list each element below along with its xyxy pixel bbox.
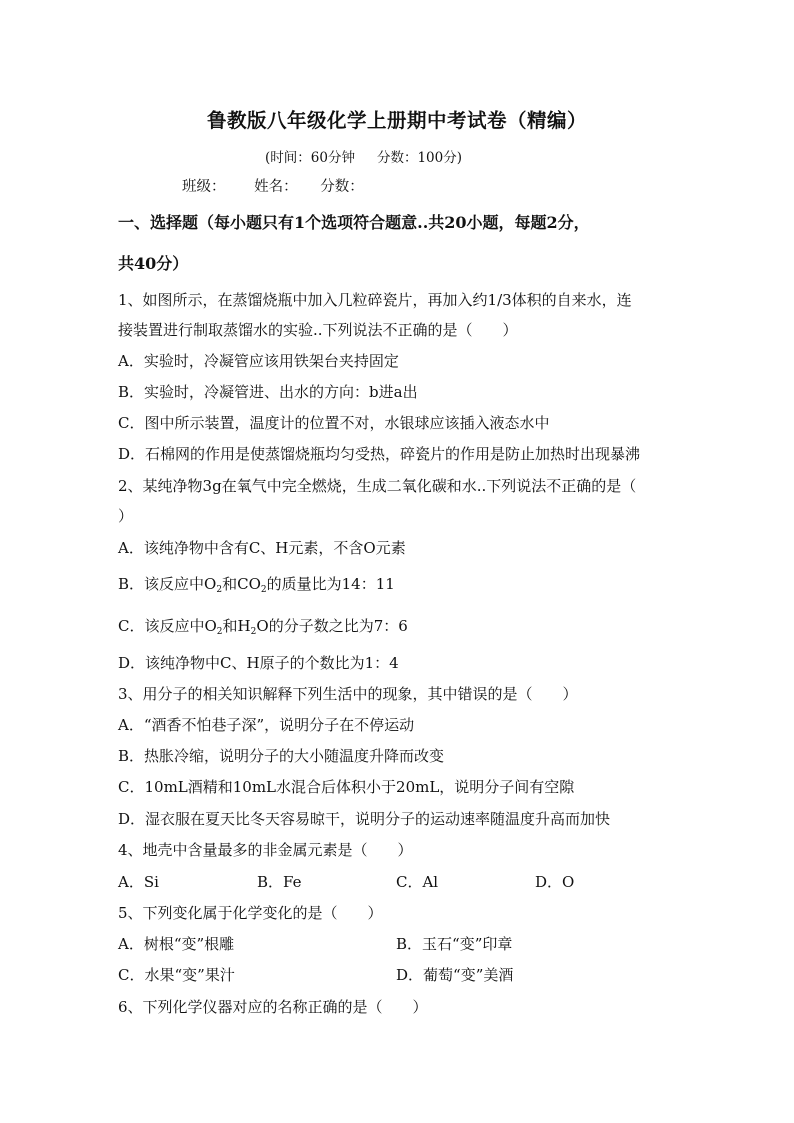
q3-option-b: B．热胀冷缩，说明分子的大小随温度升降而改变 xyxy=(118,747,445,765)
student-info-line xyxy=(182,175,382,196)
q5-option-c: C．水果“变”果汁 xyxy=(118,966,235,984)
section-heading-line2: 共40分） xyxy=(118,254,189,273)
q5-stem: 5、下列变化属于化学变化的是（ ） xyxy=(118,904,383,922)
q4-option-b: B．Fe xyxy=(257,873,302,891)
q2-option-c: C．该反应中$O_2$和$H_2O$的分子数之比为7：6 xyxy=(118,617,408,637)
q1-stem-line1: 1、如图所示，在蒸馏烧瓶中加入几粒碎瓷片，再加入约1/3体积的自来水，连 xyxy=(118,291,632,309)
q3-option-d: D．湿衣服在夏天比冬天容易晾干，说明分子的运动速率随温度升高而加快 xyxy=(118,810,611,828)
q1-option-a: A．实验时，冷凝管应该用铁架台夹持固定 xyxy=(118,352,399,370)
q2-stem-line1: 2、某纯净物3g在氧气中完全燃烧，生成二氧化碳和水..下列说法不正确的是（ xyxy=(118,477,637,495)
q3-stem: 3、用分子的相关知识解释下列生活中的现象，其中错误的是（ ） xyxy=(118,685,578,703)
q5-option-b: B．玉石“变”印章 xyxy=(396,935,513,953)
class-label: 班级： xyxy=(182,179,226,195)
q4-option-a: A．Si xyxy=(118,873,159,891)
q5-option-a: A．树根“变”根雕 xyxy=(118,935,235,953)
q2-option-b: B．该反应中$O_2$和$CO_2$的质量比为14：11 xyxy=(118,575,395,595)
q1-option-c: C．图中所示装置，温度计的位置不对，水银球应该插入液态水中 xyxy=(118,414,550,432)
name-label: 姓名： xyxy=(254,179,298,195)
q1-option-b: B．实验时，冷凝管进、出水的方向：b进a出 xyxy=(118,383,418,401)
score-info: 分数：100分) xyxy=(376,150,462,166)
q4-option-c: C．Al xyxy=(396,873,439,891)
q2-option-d: D．该纯净物中C、H原子的个数比为1：4 xyxy=(118,654,399,672)
q6-stem: 6、下列化学仪器对应的名称正确的是（ ） xyxy=(118,998,428,1016)
q2-stem-line2: ） xyxy=(118,507,134,525)
q2-option-a: A．该纯净物中含有C、H元素，不含O元素 xyxy=(118,539,406,557)
q1-option-d: D．石棉网的作用是使蒸馏烧瓶均匀受热，碎瓷片的作用是防止加热时出现暴沸 xyxy=(118,445,641,463)
time-info: (时间：60分钟 xyxy=(265,150,355,166)
q4-option-d: D．O xyxy=(535,873,575,891)
q3-option-c: C．10mL酒精和10mL水混合后体积小于20mL，说明分子间有空隙 xyxy=(118,778,575,796)
q1-stem-line2: 接装置进行制取蒸馏水的实验..下列说法不正确的是（ ） xyxy=(118,321,518,339)
exam-info xyxy=(265,146,462,166)
page-title: 鲁教版八年级化学上册期中考试卷（精编） xyxy=(206,109,587,132)
score-label: 分数： xyxy=(320,179,364,195)
q3-option-a: A．“酒香不怕巷子深”，说明分子在不停运动 xyxy=(118,716,415,734)
q4-stem: 4、地壳中含量最多的非金属元素是（ ） xyxy=(118,841,413,859)
q5-option-d: D．葡萄“变”美酒 xyxy=(396,966,514,984)
section-heading-line1: 一、选择题（每小题只有1个选项符合题意..共20小题，每题2分， xyxy=(118,213,590,232)
